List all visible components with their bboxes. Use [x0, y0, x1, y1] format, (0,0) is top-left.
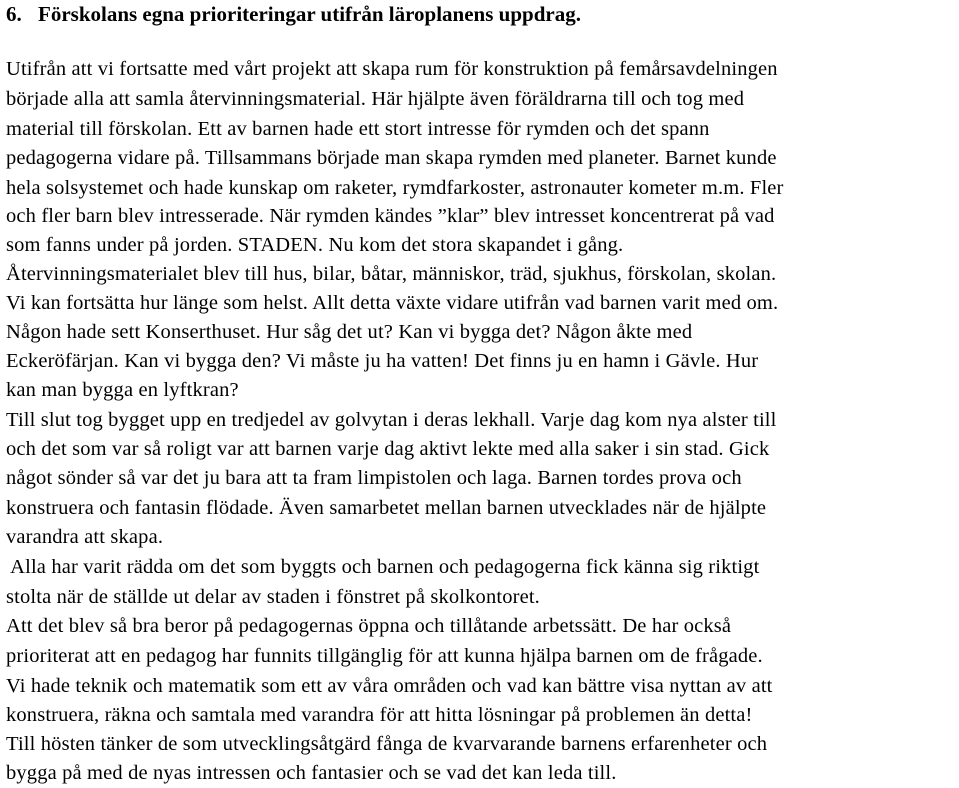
body-text-line: Alla har varit rädda om det som byggts och barnen och pedagogerna fick känna sig riktigt — [6, 556, 760, 578]
body-text-line: pedagogerna vidare på. Tillsammans började man skapa rymden med planeter. Barnet kunde — [6, 147, 777, 169]
body-text-line: bygga på med de nyas intressen och fantasier och se vad det kan leda till. — [6, 762, 617, 784]
section-title: Förskolans egna prioriteringar utifrån läroplanens uppdrag. — [38, 2, 581, 26]
body-text-line: Vi hade teknik och matematik som ett av våra områden och vad kan bättre visa nyttan av att — [6, 675, 773, 697]
body-text-line: konstruera, räkna och samtala med varandra för att hitta lösningar på problemen än detta! — [6, 704, 753, 726]
section-number: 6. — [6, 2, 22, 26]
body-text-line: hela solsystemet och hade kunskap om raketer, rymdfarkoster, astronauter kometer m.m. Fler — [6, 177, 784, 199]
body-text-line: Återvinningsmaterialet blev till hus, bilar, båtar, människor, träd, sjukhus, förskolan, skolan. — [6, 263, 777, 285]
body-text-line: Någon hade sett Konserthuset. Hur såg det ut? Kan vi bygga det? Någon åkte med — [6, 321, 693, 343]
body-text-line: Att det blev så bra beror på pedagogernas öppna och tillåtande arbetssätt. De har också — [6, 615, 732, 637]
body-text-line: stolta när de ställde ut delar av staden i fönstret på skolkontoret. — [6, 586, 540, 608]
body-text-line: material till förskolan. Ett av barnen hade ett stort intresse för rymden och det spann — [6, 118, 710, 140]
body-text-line: och fler barn blev intresserade. När rymden kändes ”klar” blev intresset koncentrerat på vad — [6, 205, 775, 227]
body-text-line: och det som var så roligt var att barnen varje dag aktivt lekte med alla saker i sin stad. Gick — [6, 438, 770, 460]
body-text-line: något sönder så var det ju bara att ta fram limpistolen och laga. Barnen tordes prova och — [6, 467, 742, 489]
body-text-line: Eckeröfärjan. Kan vi bygga den? Vi måste ju ha vatten! Det finns ju en hamn i Gävle. Hur — [6, 350, 759, 372]
body-text-line: Till slut tog bygget upp en tredjedel av golvytan i deras lekhall. Varje dag kom nya alster till — [6, 409, 777, 431]
body-text-line: Till hösten tänker de som utvecklingsåtgärd fånga de kvarvarande barnens erfarenheter och — [6, 733, 768, 755]
body-text-line: började alla att samla återvinningsmaterial. Här hjälpte även föräldrarna till och tog med — [6, 88, 745, 110]
body-text-line: Utifrån att vi fortsatte med vårt projekt att skapa rum för konstruktion på femårsavdelningen — [6, 58, 778, 80]
body-text-line: som fanns under på jorden. STADEN. Nu kom det stora skapandet i gång. — [6, 234, 624, 256]
body-text-line: varandra att skapa. — [6, 526, 164, 548]
body-text-line: Vi kan fortsätta hur länge som helst. Allt detta växte vidare utifrån vad barnen varit med om. — [6, 292, 779, 314]
body-text-line: prioriterat att en pedagog har funnits tillgänglig för att kunna hjälpa barnen om de frågade. — [6, 645, 763, 667]
body-text-line: kan man bygga en lyftkran? — [6, 379, 239, 401]
body-text-line: konstruera och fantasin flödade. Även samarbetet mellan barnen utvecklades när de hjälpte — [6, 497, 767, 519]
section-heading — [0, 0, 959, 28]
